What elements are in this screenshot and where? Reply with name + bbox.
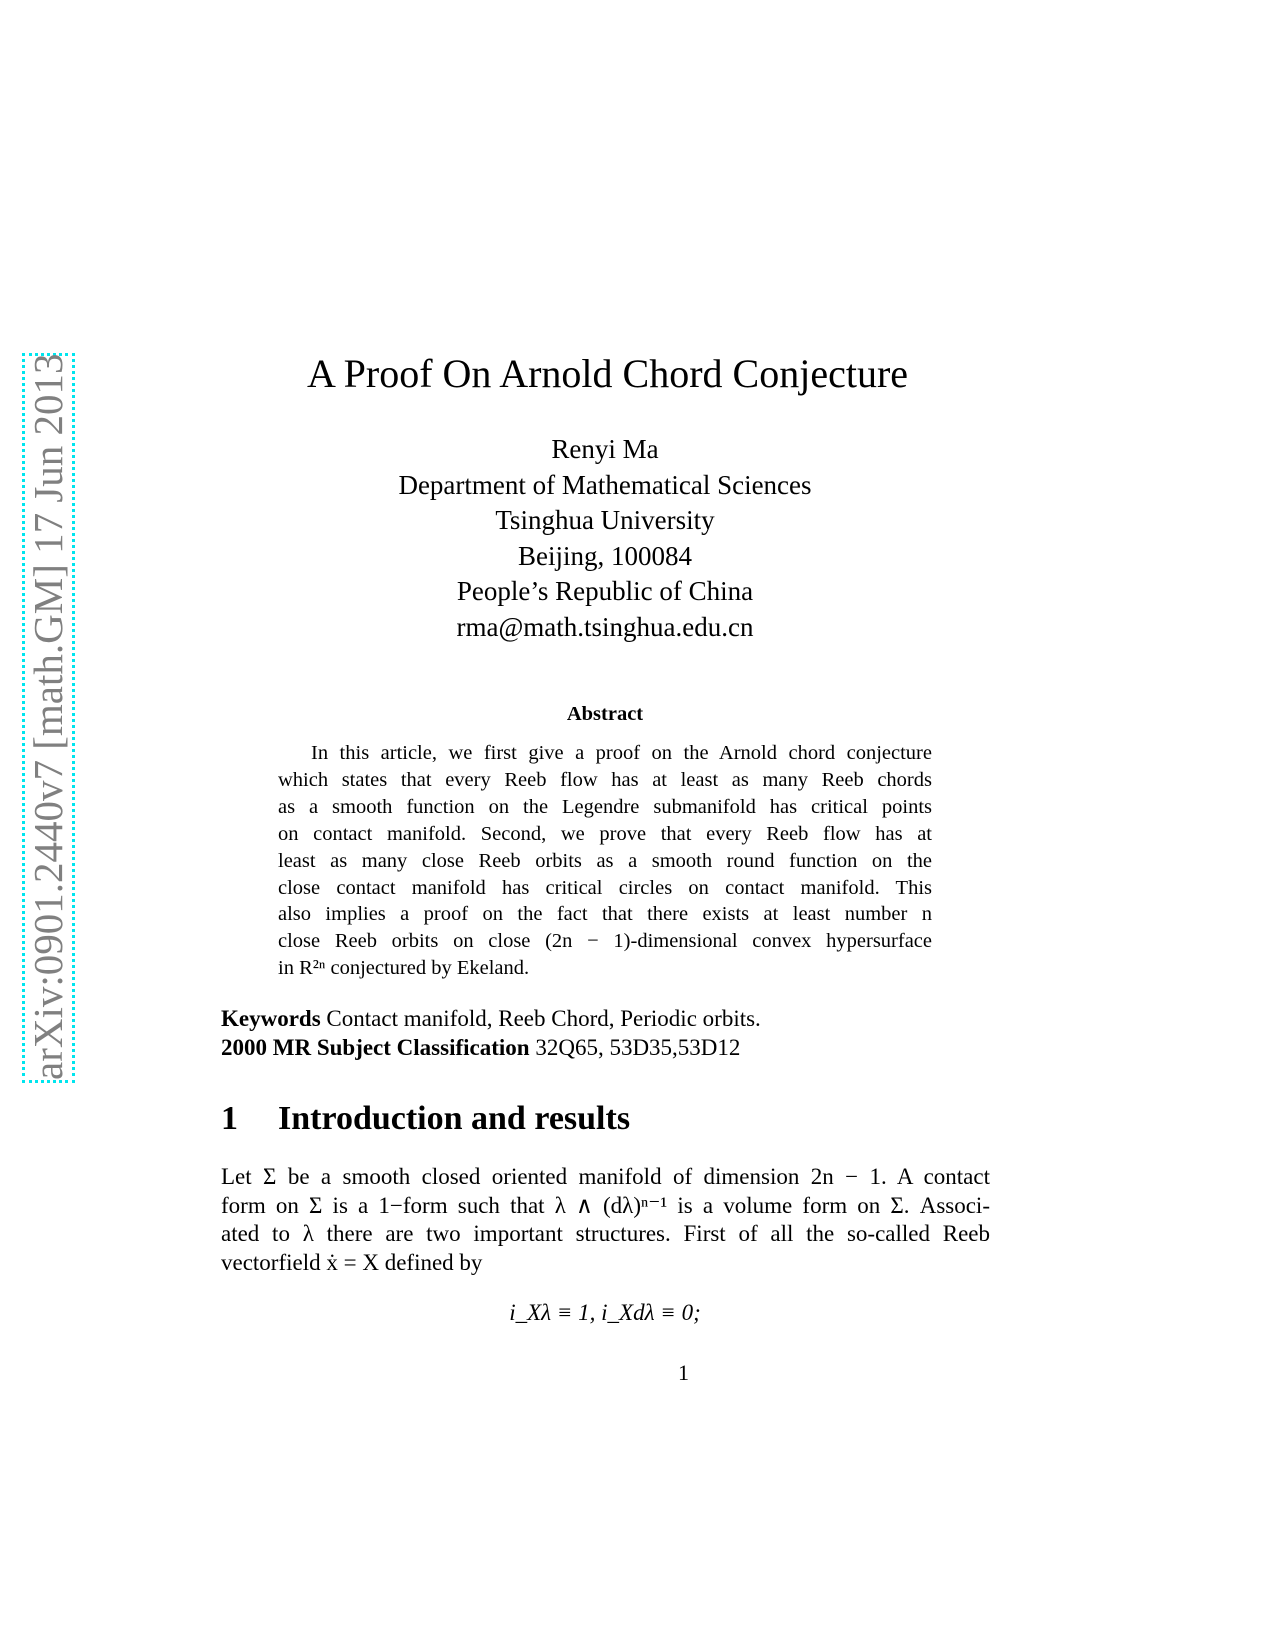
title-text: A Proof On Arnold Chord Conjecture — [306, 351, 909, 396]
section-number: 1 — [221, 1100, 238, 1137]
abstract-heading: Abstract — [566, 703, 644, 725]
abstract-line: close Reeb orbits on close (2n − 1)-dimensional convex hypersurface — [278, 930, 932, 953]
affiliation-line: Beijing, 100084 — [518, 540, 692, 571]
page-number: 1 — [678, 1360, 689, 1385]
abstract-line: in R²ⁿ conjectured by Ekeland. — [278, 957, 530, 980]
section-title: Introduction and results — [278, 1100, 631, 1137]
author-block — [0, 432, 1210, 645]
abstract-line: on contact manifold. Second, we prove that every Reeb flow has at — [278, 822, 932, 845]
affiliation-line: People’s Republic of China — [456, 576, 754, 606]
body-paragraph — [221, 1163, 990, 1277]
keywords-line — [221, 1004, 761, 1033]
abstract-line: also implies a proof on the fact that there exists at least number n — [278, 903, 932, 926]
author-email: rma@math.tsinghua.edu.cn — [456, 611, 754, 642]
abstract-body — [278, 740, 932, 982]
abstract-line: In this article, we first give a proof on the Arnold chord conjecture — [311, 742, 932, 764]
body-line: vectorfield ẋ = X defined by — [221, 1249, 483, 1275]
abstract-line: as a smooth function on the Legendre submanifold has critical points — [278, 795, 932, 818]
abstract-line: least as many close Reeb orbits as a smooth round function on the — [278, 849, 932, 872]
author-name: Renyi Ma — [551, 434, 659, 464]
classification-line — [221, 1033, 761, 1062]
keywords-block — [221, 1004, 761, 1062]
body-line: form on Σ is a 1−form such that λ ∧ (dλ)ⁿ⁻¹ is a volume form on Σ. Associ- — [221, 1192, 990, 1218]
affiliation-line: Tsinghua University — [495, 505, 715, 535]
abstract-line: close contact manifold has critical circles on contact manifold. This — [278, 876, 932, 899]
section-heading — [221, 1100, 630, 1138]
keywords-text: Contact manifold, Reeb Chord, Periodic orbits. — [320, 1006, 761, 1031]
classification-label: 2000 MR Subject Classification — [221, 1035, 530, 1060]
affiliation-line: Department of Mathematical Sciences — [398, 469, 812, 500]
equation: i_Xλ ≡ 1, i_Xdλ ≡ 0; — [509, 1300, 701, 1325]
body-line: ated to λ there are two important structures. First of all the so-called Reeb — [221, 1221, 990, 1246]
arxiv-stamp: arXiv:0901.2440v7 [math.GM] 17 Jun 2013 — [22, 353, 75, 1083]
classification-text: 32Q65, 53D35,53D12 — [529, 1035, 741, 1060]
keywords-label: Keywords — [221, 1006, 321, 1031]
body-line: Let Σ be a smooth closed oriented manifold of dimension 2n − 1. A contact — [221, 1164, 990, 1189]
abstract-line: which states that every Reeb flow has at least as many Reeb chords — [278, 768, 932, 791]
paper-title — [0, 350, 1275, 397]
